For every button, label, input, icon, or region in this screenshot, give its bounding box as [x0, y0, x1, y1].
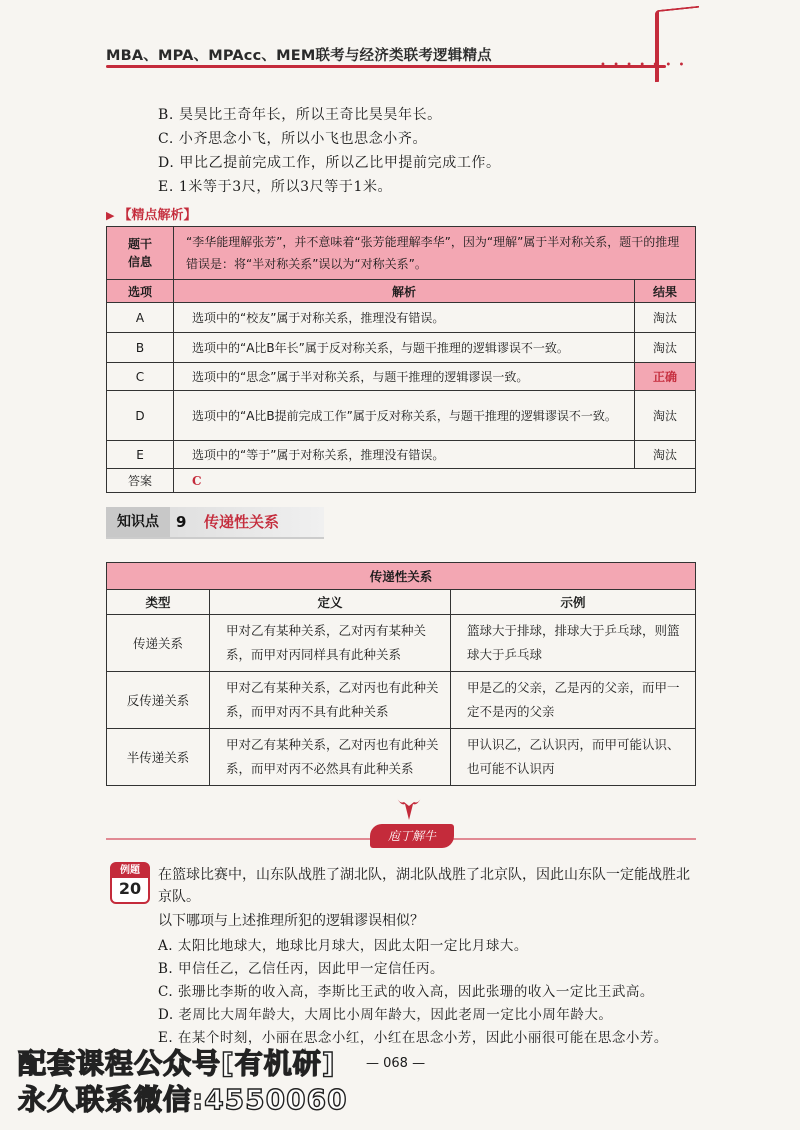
type-cell: 传递关系	[107, 615, 210, 672]
row-result-correct: 正确	[635, 363, 696, 391]
answer-label: 答案	[107, 469, 174, 493]
section-tag-analysis	[106, 204, 196, 223]
knowledge-point-label: 知识点	[106, 507, 170, 537]
col-definition: 定义	[210, 590, 451, 615]
transitive-header-row	[107, 590, 696, 615]
knowledge-point-bar	[106, 507, 324, 539]
row-key: A	[107, 303, 174, 333]
watermark-line-1: 配套课程公众号[有机研]	[18, 1047, 336, 1080]
row-key: B	[107, 333, 174, 363]
row-key: D	[107, 391, 174, 441]
stem-label: 题干 信息	[107, 227, 174, 280]
knowledge-point-name: 传递性关系	[204, 513, 280, 531]
row-result: 淘汰	[635, 441, 696, 469]
table-row	[107, 333, 696, 363]
question-option-a: A. 太阳比地球大，地球比月球大，因此太阳一定比月球大。	[158, 938, 528, 954]
triangle-icon: ▶	[106, 209, 115, 222]
question-option-e: E. 在某个时刻，小丽在思念小红，小红在思念小芳，因此小丽很可能在思念小芳。	[158, 1030, 668, 1046]
page-header	[0, 0, 800, 80]
book-corner-decoration	[655, 6, 699, 83]
table-row	[107, 441, 696, 469]
table-row	[107, 363, 696, 391]
definition-cell: 甲对乙有某种关系，乙对丙有某种关系，而甲对丙同样具有此种关系	[210, 615, 451, 672]
question-option-c: C. 张珊比李斯的收入高，李斯比王武的收入高，因此张珊的收入一定比王武高。	[158, 984, 654, 1000]
transitive-title: 传递性关系	[107, 563, 696, 590]
analysis-table	[106, 226, 696, 493]
definition-cell: 甲对乙有某种关系，乙对丙也有此种关系，而甲对丙不具有此种关系	[210, 672, 451, 729]
header-title: MBA、MPA、MPAcc、MEM联考与经济类联考逻辑精点	[106, 48, 492, 64]
page-number: — 068 —	[366, 1056, 426, 1071]
table-row	[107, 391, 696, 441]
table-row	[107, 615, 696, 672]
col-example: 示例	[451, 590, 696, 615]
prev-option-c: C. 小齐思念小飞，所以小飞也思念小齐。	[158, 131, 428, 147]
header-rule	[106, 65, 666, 68]
knowledge-point-number: 9	[176, 513, 187, 531]
ox-head-icon	[394, 794, 424, 824]
question-line-2: 京队。	[158, 889, 200, 905]
type-cell: 半传递关系	[107, 729, 210, 786]
transitive-table	[106, 562, 696, 786]
prev-option-d: D. 甲比乙提前完成工作，所以乙比甲提前完成工作。	[158, 155, 501, 171]
col-type: 类型	[107, 590, 210, 615]
example-badge-number: 20	[118, 879, 142, 898]
section-tag-text: 【精点解析】	[118, 208, 197, 223]
example-cell: 甲是乙的父亲，乙是丙的父亲，而甲一定不是丙的父亲	[451, 672, 696, 729]
table-row	[107, 303, 696, 333]
col-analysis: 解析	[174, 280, 635, 303]
ox-badge: 庖丁解牛	[370, 824, 454, 848]
stem-text: “李华能理解张芳”，并不意味着“张芳能理解李华”，因为“理解”属于半对称关系，题干的推理错误是：将“半对称关系”误以为“对称关系”。	[174, 227, 696, 280]
row-result: 淘汰	[635, 333, 696, 363]
row-result: 淘汰	[635, 303, 696, 333]
prev-option-b: B. 昊昊比王奇年长，所以王奇比昊昊年长。	[158, 107, 442, 123]
question-option-d: D. 老周比大周年龄大，大周比小周年龄大，因此老周一定比小周年龄大。	[158, 1007, 613, 1023]
example-badge-label: 例题	[112, 864, 148, 878]
row-desc: 选项中的“A比B提前完成工作”属于反对称关系，与题干推理的逻辑谬误不一致。	[174, 391, 635, 441]
answer-value: C	[174, 469, 696, 493]
analysis-header-row	[107, 280, 696, 303]
row-result: 淘汰	[635, 391, 696, 441]
prev-option-e: E. 1米等于3尺，所以3尺等于1米。	[158, 179, 393, 195]
example-cell: 篮球大于排球，排球大于乒乓球，则篮球大于乒乓球	[451, 615, 696, 672]
stem-row	[107, 227, 696, 280]
type-cell: 反传递关系	[107, 672, 210, 729]
row-desc: 选项中的“思念”属于半对称关系，与题干推理的逻辑谬误一致。	[174, 363, 635, 391]
transitive-title-row	[107, 563, 696, 590]
question-prompt: 以下哪项与上述推理所犯的逻辑谬误相似？	[158, 913, 424, 929]
row-key: C	[107, 363, 174, 391]
table-row	[107, 672, 696, 729]
question-option-b: B. 甲信任乙，乙信任丙，因此甲一定信任丙。	[158, 961, 445, 977]
definition-cell: 甲对乙有某种关系，乙对丙也有此种关系，而甲对丙不必然具有此种关系	[210, 729, 451, 786]
col-option: 选项	[107, 280, 174, 303]
row-desc: 选项中的“等于”属于对称关系，推理没有错误。	[174, 441, 635, 469]
table-row	[107, 729, 696, 786]
watermark-line-2: 永久联系微信:4550060	[18, 1083, 348, 1116]
example-cell: 甲认识乙，乙认识丙，而甲可能认识、也可能不认识丙	[451, 729, 696, 786]
row-key: E	[107, 441, 174, 469]
col-result: 结果	[635, 280, 696, 303]
example-badge	[110, 862, 150, 904]
answer-row	[107, 469, 696, 493]
question-line-1: 在篮球比赛中，山东队战胜了湖北队，湖北队战胜了北京队，因此山东队一定能战胜北	[158, 867, 690, 883]
row-desc: 选项中的“校友”属于对称关系，推理没有错误。	[174, 303, 635, 333]
header-dots-decoration: • • • • • • •	[600, 60, 687, 71]
row-desc: 选项中的“A比B年长”属于反对称关系，与题干推理的逻辑谬误不一致。	[174, 333, 635, 363]
